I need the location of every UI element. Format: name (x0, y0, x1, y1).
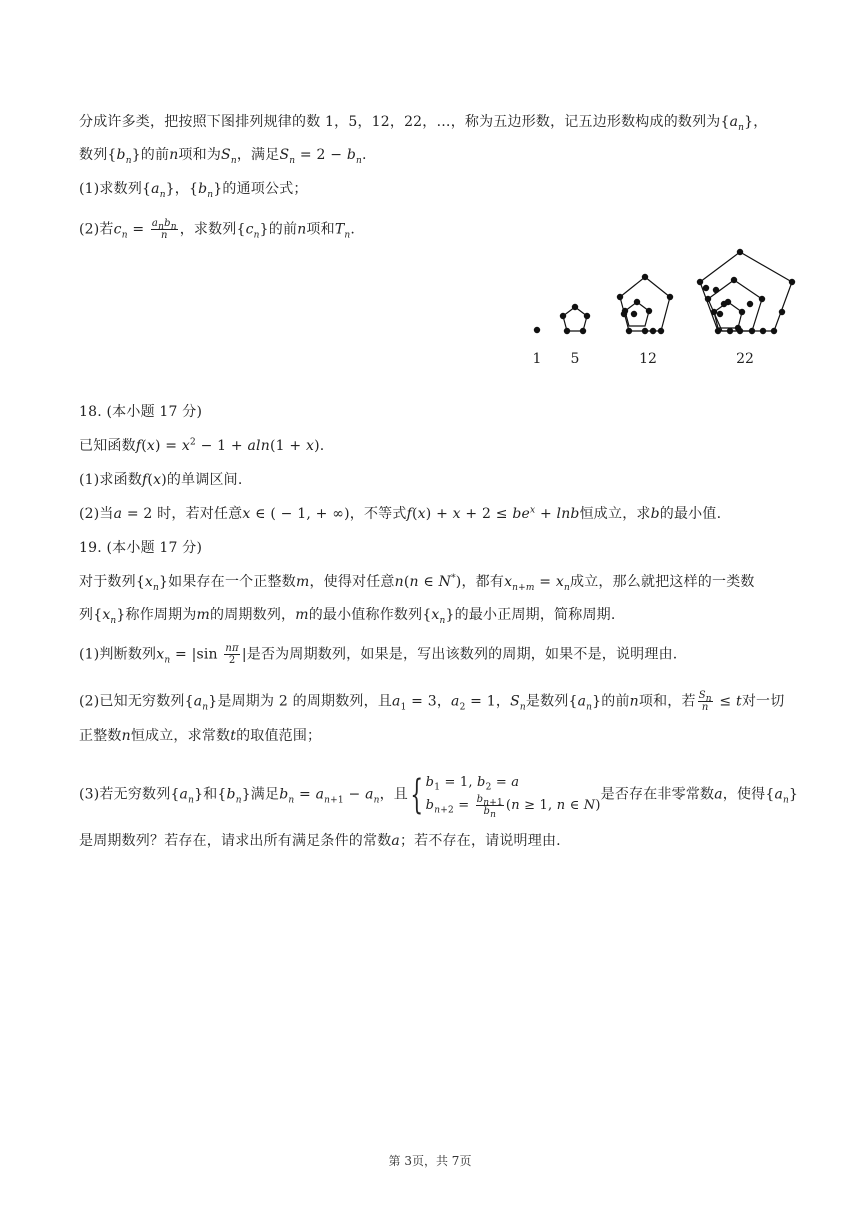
text: ，满足 (236, 147, 280, 163)
text: (1)判断数列 (79, 646, 157, 663)
text: 是数列 (525, 693, 569, 710)
pentagonal-numbers-figure (520, 242, 810, 372)
p17-part2: (2)若$c_n$ = $\frac{a_nb_n}{n}$ ，求数列$\{c_n\}$的前n项和$T_n$. (79, 218, 356, 241)
p17-intro-text: 分成许多类，把按照下图排列规律的数 1，5，12，22，…，称为五边形数，记五边形数构成的数列为 (79, 114, 721, 130)
text: 列 (79, 607, 94, 623)
p17-intro-line2: 数列$\{b_n\}$的前n项和为$S_n$，满足$S_n = 2 - b_n$. (79, 147, 367, 166)
p18-part2: (2)当a = 2 时，若对任意x ∈ ( − 1, + ∞)，不等式$f(x) + x + 2 \le be^x + \ln b$恒成立，求b的最小值. (79, 505, 722, 522)
text: 的最小正周期，简称周期. (454, 607, 616, 623)
text: ，使得 (722, 786, 766, 803)
text: 的前 (601, 693, 630, 710)
figure-label-22: 22 (736, 351, 754, 367)
fraction: $\frac{b_{n+1}}{b_n}$ (476, 794, 503, 820)
p17-part1: (1)求数列$\{a_n\}$，$\{b_n\}$的通项公式； (79, 181, 308, 200)
text: 的周期数列， (210, 607, 296, 623)
text: 的通项公式； (222, 181, 308, 197)
text: 数列 (79, 147, 108, 163)
brace: { (410, 771, 424, 818)
text: 是否为周期数列，如果是，写出该数列的周期，如果不是，说明理由. (246, 646, 678, 663)
equation-system: $b_1 = 1$, $b_2 = a$ $b_{n+2}$ = $\frac{b_{n+1}}{b_n}$ (n ≥ 1, n ∈ N) (425, 775, 601, 820)
text: 项和为 (178, 147, 222, 163)
text: 项和 (306, 221, 335, 238)
text: (2)当 (79, 506, 114, 522)
text: 已知函数 (79, 438, 136, 454)
text: 满足 (250, 786, 280, 803)
text: 是周期为 2 的周期数列，且 (217, 693, 393, 710)
p19-heading: 19. (本小题 17 分) (79, 540, 203, 556)
text: 如果存在一个正整数 (168, 574, 296, 590)
text: 对一切 (741, 693, 785, 710)
text: 正整数 (79, 728, 122, 744)
text: (1)求函数 (79, 472, 143, 488)
dot (534, 327, 539, 332)
text: 是否存在非零常数 (600, 786, 715, 803)
text: 称作周期为 (125, 607, 197, 623)
text: 成立，那么就把这样的一类数 (570, 574, 755, 590)
p19-stem-line2: 列$\{x_n\}$称作周期为m的周期数列，m的最小值称作数列$\{x_n\}$的最小正周期，简称周期. (79, 607, 616, 626)
text: (2)若 (79, 221, 114, 238)
text: (1)求数列 (79, 181, 143, 197)
text: 的取值范围； (236, 728, 322, 744)
fraction: $\frac{a_nb_n}{n}$ (151, 218, 177, 241)
text: (2)已知无穷数列 (79, 693, 185, 710)
page-footer: 第 3页，共 7页 (388, 1154, 472, 1168)
p19-part1: (1)判断数列$x_n = |\sin$ $\frac{n\pi}{2}$ |是否为周期数列，如果是，写出该数列的周期，如果不是，说明理由. (79, 643, 678, 666)
p19-stem-line1: 对于数列$\{x_n\}$如果存在一个正整数m，使得对任意n(n ∈ N*)，都有$x_{n+m} = x_n$成立，那么就把这样的一类数 (79, 573, 755, 593)
text: 的最小值. (659, 506, 722, 522)
text: 和 (203, 786, 218, 803)
text: 是周期数列？若存在，请求出所有满足条件的常数 (79, 833, 392, 849)
p19-part2-line1: (2)已知无穷数列$\{a_n\}$是周期为 2 的周期数列，且$a_1 = 3$，$a_2 = 1$，$S_n$是数列$\{a_n\}$的前n项和，若 $\frac{S_n}{n}$ ≤ t对一切 (79, 690, 785, 713)
text: ，都有 (461, 574, 505, 590)
text: ；若不存在，请说明理由. (399, 833, 561, 849)
text: 的单调区间. (166, 472, 243, 488)
text: (3)若无穷数列 (79, 786, 171, 803)
p18-stem: 已知函数$f(x) = x^2 - 1 + aln(1 + x)$. (79, 437, 325, 454)
figure-label-5: 5 (570, 351, 580, 367)
text: ，不等式 (349, 506, 407, 522)
text: 项和，若 (638, 693, 696, 710)
text: ，求数列 (179, 221, 237, 238)
p18-part1: (1)求函数f(x)的单调区间. (79, 472, 243, 488)
text: 对于数列 (79, 574, 136, 590)
fraction: $\frac{S_n}{n}$ (698, 690, 712, 713)
p19-part3-line1: (3)若无穷数列$\{a_n\}$和$\{b_n\}$满足$b_n = a_{n+1} - a_n$，且{ $b_1 = 1$, $b_2 = a$ $b_{n+2}$ = $\frac{b_{n+1}}{b_n}$ (n ≥ 1, n ∈ N) 是否存在非零常数a，使得$\{a_n\}$ (79, 771, 799, 820)
figure-label-1: 1 (532, 351, 542, 367)
text: ，使得对任意 (309, 574, 395, 590)
p18-heading: 18. (本小题 17 分) (79, 404, 203, 420)
text: 恒成立，求 (579, 506, 651, 522)
text: 的前 (140, 147, 170, 163)
text: 的最小值称作数列 (308, 607, 423, 623)
figure-label-12: 12 (639, 351, 657, 367)
text: 时，若对任意 (152, 506, 243, 522)
p17-intro-line1: 分成许多类，把按照下图排列规律的数 1，5，12，22，…，称为五边形数，记五边形数构成的数列为$\{a_n\}$， (79, 114, 768, 133)
p19-part3-line2: 是周期数列？若存在，请求出所有满足条件的常数a；若不存在，请说明理由. (79, 833, 561, 849)
text: 的前 (268, 221, 298, 238)
p19-part2-line2: 正整数n恒成立，求常数t的取值范围； (79, 728, 322, 744)
fraction: $\frac{n\pi}{2}$ (225, 643, 239, 666)
text: 恒成立，求常数 (130, 728, 231, 744)
text: ，且 (379, 786, 409, 803)
